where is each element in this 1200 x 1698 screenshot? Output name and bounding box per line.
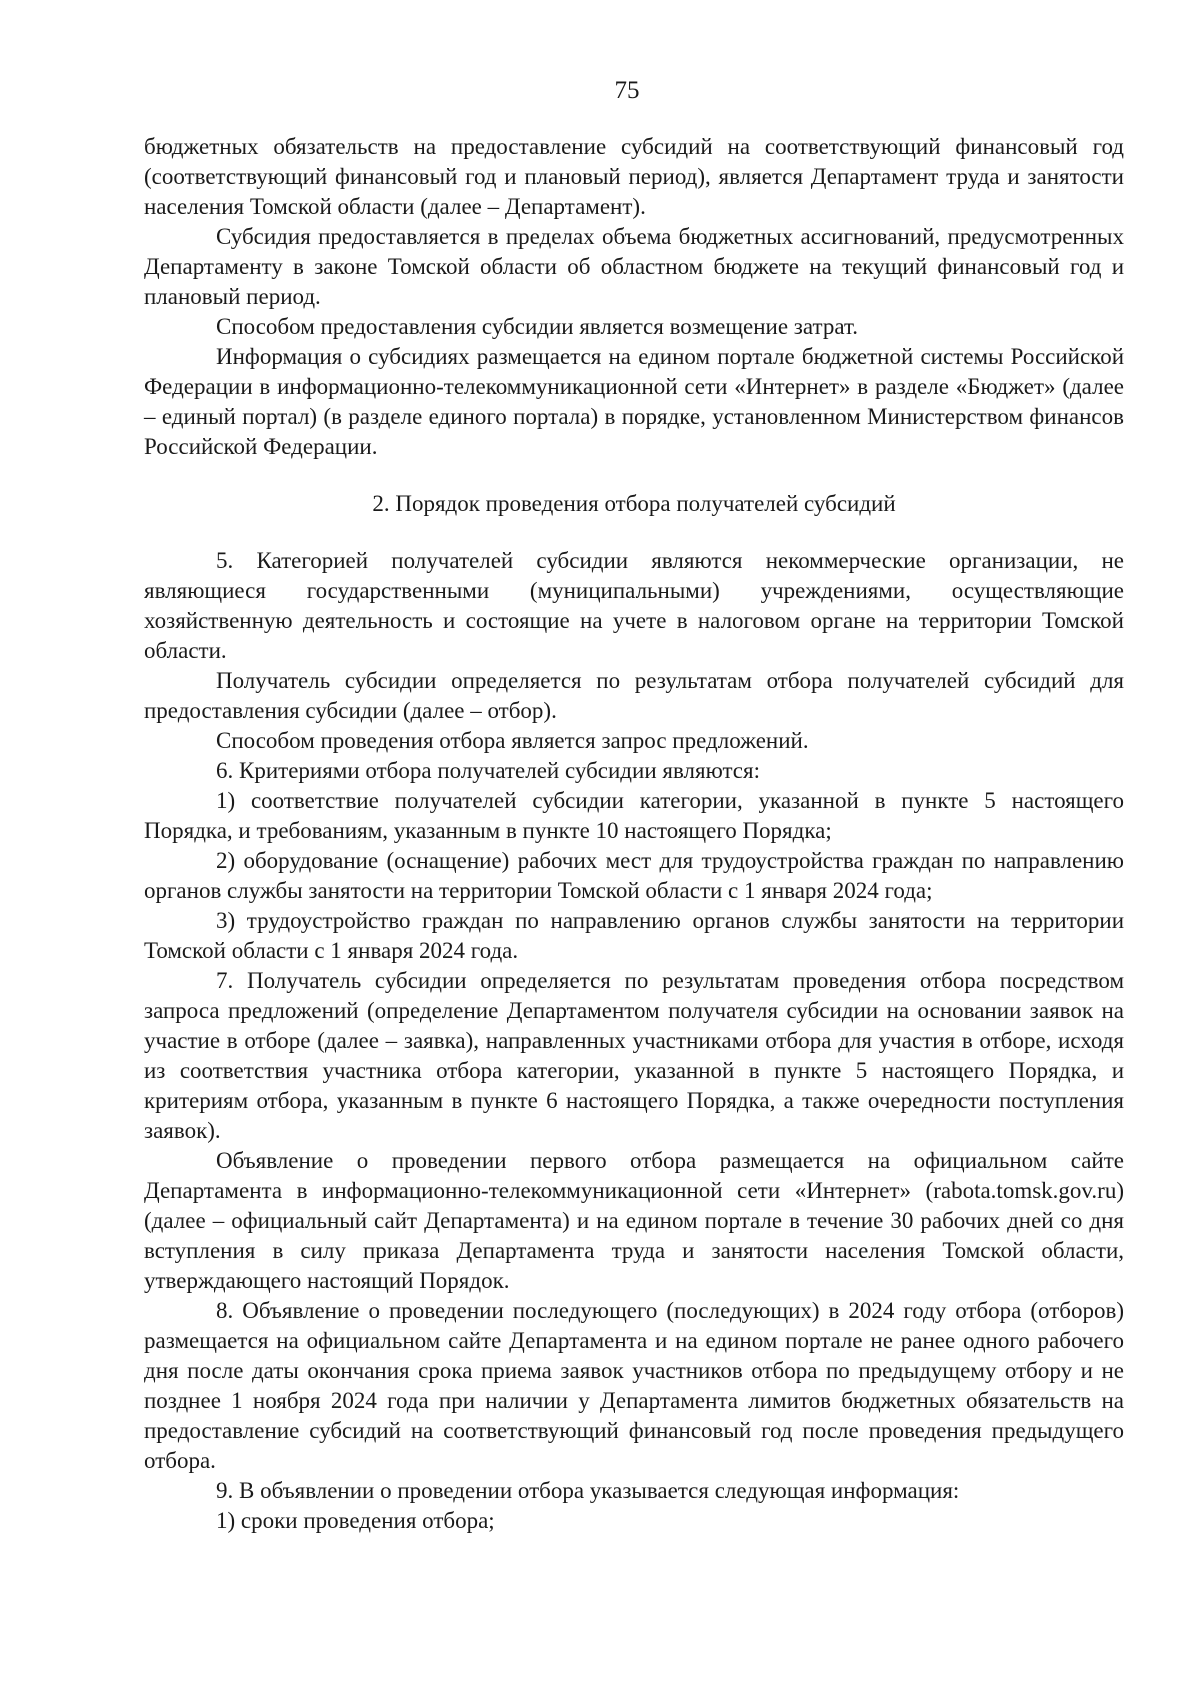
paragraph: Способом предоставления субсидии является возмещение затрат. xyxy=(216,314,859,339)
section-heading: 2. Порядок проведения отбора получателей субсидий xyxy=(372,491,896,516)
list-item: 1) сроки проведения отбора; xyxy=(216,1508,495,1533)
paragraph: Информация о субсидиях размещается на едином портале бюджетной системы Российской Федерации в информационно-телекоммуникационной сети «Интернет» в разделе «Бюджет» (далее – единый портал) (в разделе единого портала) в порядке, установленном Министерством финансов Российской Федерации. xyxy=(144,344,1124,459)
list-item: 2) оборудование (оснащение) рабочих мест для трудоустройства граждан по направлению органов службы занятости на территории Томской области с 1 января 2024 года; xyxy=(144,848,1124,903)
paragraph: 7. Получатель субсидии определяется по результатам проведения отбора посредством запроса предложений (определение Департаментом получателя субсидии на основании заявок на участие в отборе (далее – заявка), направленных участниками отбора для участия в отборе, исходя из соответствия участника отбора категории, указанной в пункте 5 настоящего Порядка, и критериям отбора, указанным в пункте 6 настоящего Порядка, а также очередности поступления заявок). xyxy=(144,968,1124,1143)
paragraph: Объявление о проведении первого отбора размещается на официальном сайте Департамента в информационно-телекоммуникационной сети «Интернет» (rabota.tomsk.gov.ru) (далее – официальный сайт Департамента) и на едином портале в течение 30 рабочих дней со дня вступления в силу приказа Департамента труда и занятости населения Томской области, утверждающего настоящий Порядок. xyxy=(144,1148,1124,1293)
page-number: 75 xyxy=(614,77,640,104)
paragraph: Получатель субсидии определяется по результатам отбора получателей субсидий для предоставления субсидии (далее – отбор). xyxy=(144,668,1124,723)
paragraph-continuation: бюджетных обязательств на предоставление субсидий на соответствующий финансовый год (соответствующий финансовый год и плановый период), является Департамент труда и занятости населения Томской области (далее – Департамент). xyxy=(144,134,1124,219)
paragraph: 9. В объявлении о проведении отбора указывается следующая информация: xyxy=(216,1478,960,1503)
list-item: 1) соответствие получателей субсидии категории, указанной в пункте 5 настоящего Порядка, и требованиям, указанным в пункте 10 настоящего Порядка; xyxy=(144,788,1124,843)
paragraph: 6. Критериями отбора получателей субсидии являются: xyxy=(216,758,760,783)
list-item: 3) трудоустройство граждан по направлению органов службы занятости на территории Томской области с 1 января 2024 года. xyxy=(144,908,1124,963)
paragraph: Способом проведения отбора является запрос предложений. xyxy=(216,728,809,753)
paragraph: 5. Категорией получателей субсидии являются некоммерческие организации, не являющиеся государственными (муниципальными) учреждениями, осуществляющие хозяйственную деятельность и состоящие на учете в налоговом органе на территории Томской области. xyxy=(144,548,1124,663)
paragraph: Субсидия предоставляется в пределах объема бюджетных ассигнований, предусмотренных Департаменту в законе Томской области об областном бюджете на текущий финансовый год и плановый период. xyxy=(144,224,1124,309)
paragraph: 8. Объявление о проведении последующего (последующих) в 2024 году отбора (отборов) размещается на официальном сайте Департамента и на едином портале не ранее одного рабочего дня после даты окончания срока приема заявок участников отбора по предыдущему отбору и не позднее 1 ноября 2024 года при наличии у Департамента лимитов бюджетных обязательств на предоставление субсидий на соответствующий финансовый год после проведения предыдущего отбора. xyxy=(144,1298,1124,1473)
document-body xyxy=(144,132,1124,1536)
